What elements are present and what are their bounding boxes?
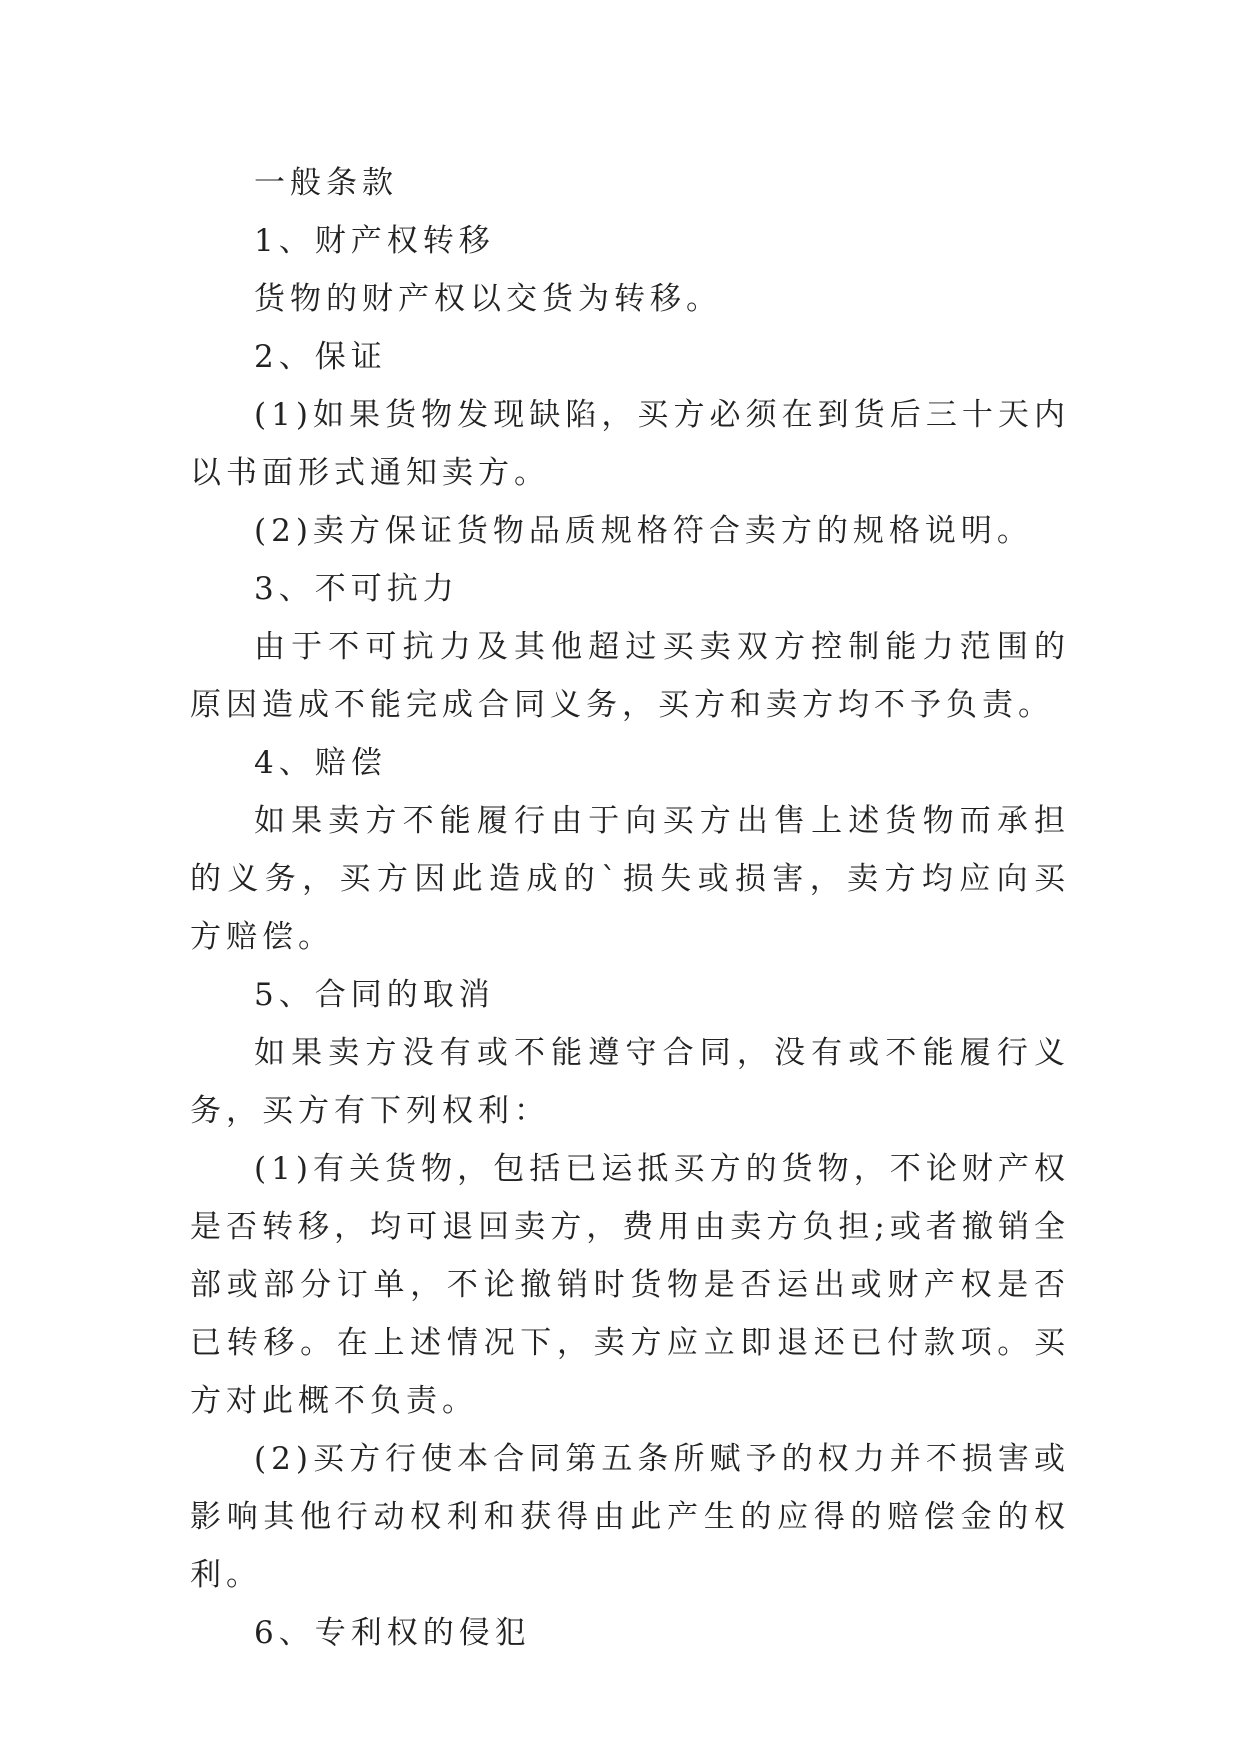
document-body — [190, 154, 1070, 1662]
section-title-general-terms: 一般条款 — [254, 165, 398, 201]
clause-5-item-1: (1)有关货物，包括已运抵买方的货物，不论财产权是否转移，均可退回卖方，费用由卖方负担;或者撤销全部或部分订单，不论撤销时货物是否运出或财产权是否已转移。在上述情况下，卖方应立即退还已付款项。买方对此概不负责。 — [190, 1151, 1070, 1419]
clause-heading-4: 4、赔偿 — [254, 745, 387, 781]
clause-4-text: 如果卖方不能履行由于向买方出售上述货物而承担的义务，买方因此造成的`损失或损害，卖方均应向买方赔偿。 — [190, 803, 1070, 955]
clause-heading-3: 3、不可抗力 — [254, 571, 459, 607]
clause-heading-2: 2、保证 — [254, 339, 387, 375]
clause-2-item-1: (1)如果货物发现缺陷，买方必须在到货后三十天内以书面形式通知卖方。 — [190, 397, 1070, 491]
clause-heading-1: 1、财产权转移 — [254, 223, 495, 259]
clause-5-item-2: (2)买方行使本合同第五条所赋予的权力并不损害或影响其他行动权利和获得由此产生的应得的赔偿金的权利。 — [190, 1441, 1070, 1593]
clause-3-text: 由于不可抗力及其他超过买卖双方控制能力范围的原因造成不能完成合同义务，买方和卖方均不予负责。 — [190, 629, 1070, 723]
clause-1-text: 货物的财产权以交货为转移。 — [254, 281, 722, 317]
clause-heading-6: 6、专利权的侵犯 — [254, 1615, 531, 1651]
clause-heading-5: 5、合同的取消 — [254, 977, 495, 1013]
clause-5-text: 如果卖方没有或不能遵守合同，没有或不能履行义务，买方有下列权利： — [190, 1035, 1070, 1129]
clause-2-item-2: (2)卖方保证货物品质规格符合卖方的规格说明。 — [254, 513, 1033, 549]
